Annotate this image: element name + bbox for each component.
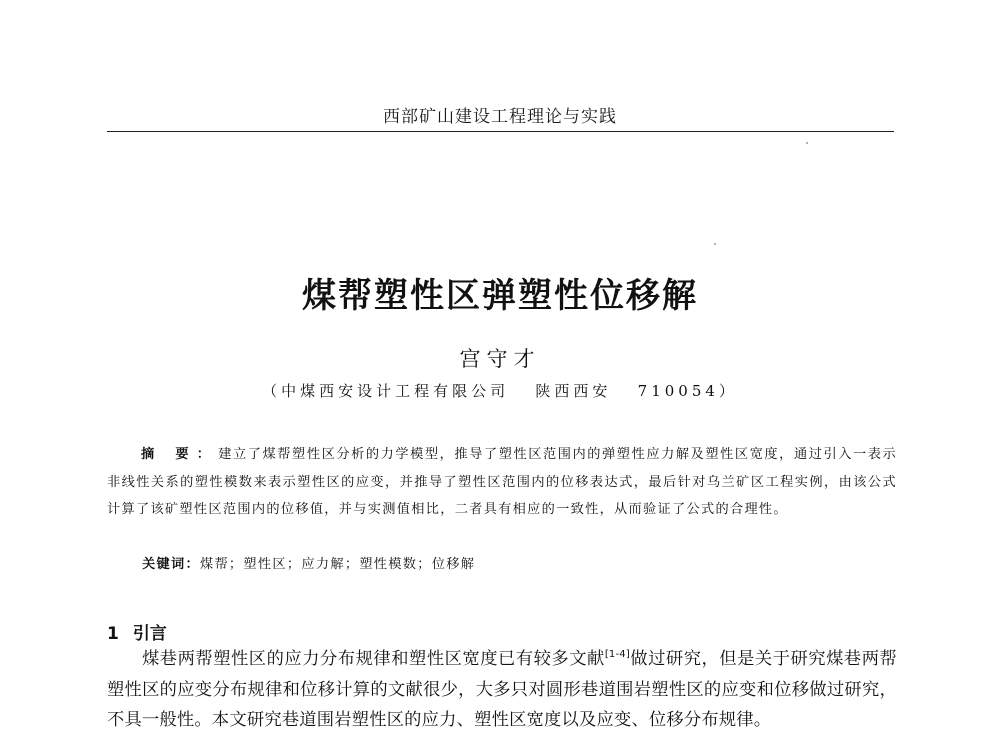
citation-superscript: [1-4]	[604, 649, 630, 661]
keywords	[142, 553, 897, 572]
keywords-label: 关键词：	[142, 557, 200, 572]
body-paragraph	[107, 644, 897, 736]
section-title: 引言	[132, 624, 167, 644]
running-header: 西部矿山建设工程理论与实践	[383, 107, 617, 127]
scan-speck	[806, 142, 808, 144]
scan-speck	[714, 243, 716, 245]
section-number: 1	[107, 624, 119, 644]
body-text-part: 煤巷两帮塑性区的应力分布规律和塑性区宽度已有较多文献	[142, 649, 605, 669]
abstract	[107, 441, 897, 524]
abstract-label: 摘 要：	[141, 447, 219, 462]
section-heading	[107, 619, 167, 644]
paper-title: 煤帮塑性区弹塑性位移解	[302, 276, 698, 316]
author-name: 宫守才	[459, 347, 541, 371]
header-rule	[107, 131, 894, 132]
body-text-part: 做过研究，但是关于研究煤巷两帮塑性区的应变分布规律和位移计算的文献很少，大多只对圆形巷道围岩塑性区的应变和位移做过研究，不具一般性。本文研究巷道围岩塑性区的应力、塑性区宽度以及应变、位移分布规律。	[107, 649, 897, 730]
abstract-text: 建立了煤帮塑性区分析的力学模型，推导了塑性区范围内的弹塑性应力解及塑性区宽度，通过引入一表示非线性关系的塑性模数来表示塑性区的应变，并推导了塑性区范围内的位移表达式，最后针对乌兰矿区工程实例，由该公式计算了该矿塑性区范围内的位移值，并与实测值相比，二者具有相应的一致性，从而验证了公式的合理性。	[107, 447, 897, 517]
author-affiliation: （中煤西安设计工程有限公司 陕西西安 710054）	[262, 382, 738, 400]
keywords-text: 煤帮；塑性区；应力解；塑性模数；位移解	[199, 557, 476, 572]
